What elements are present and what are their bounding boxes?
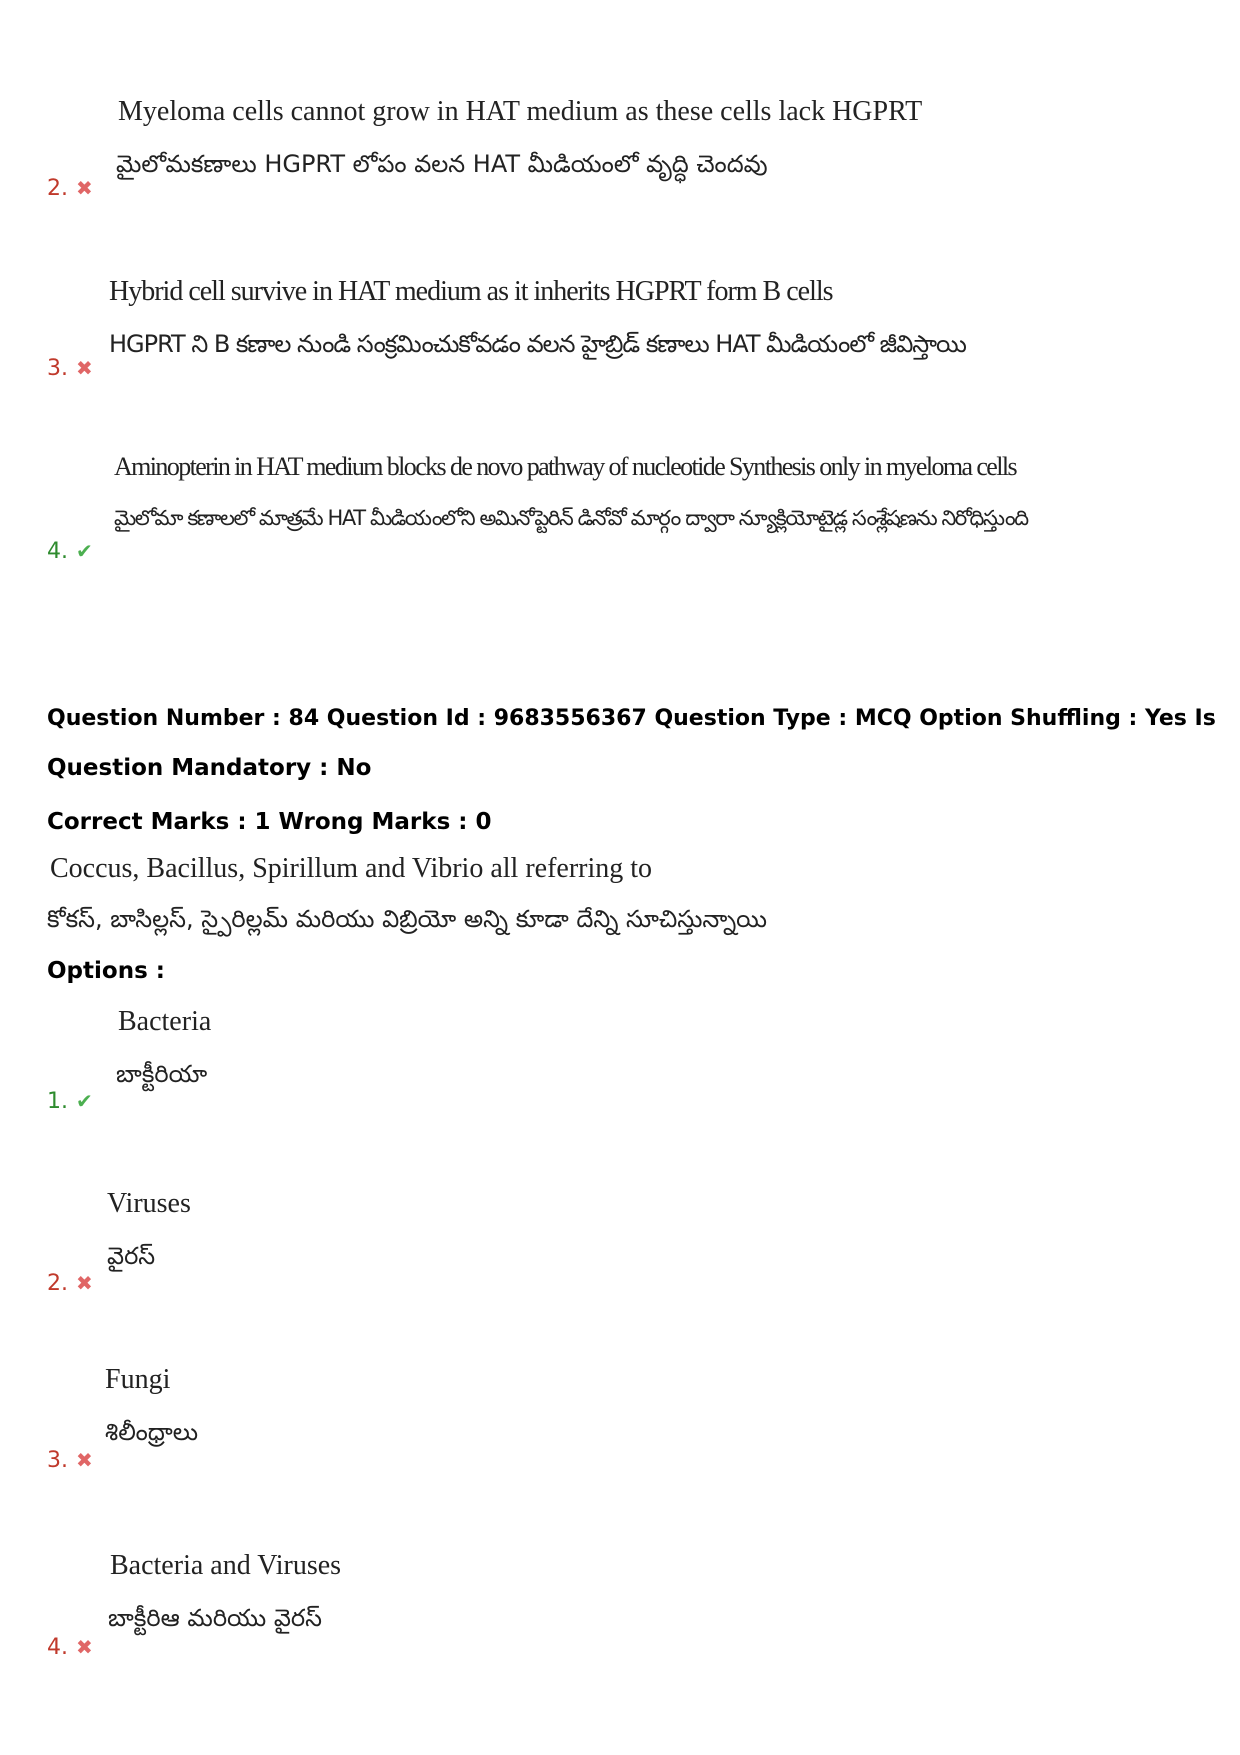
- option-text-en: Fungi: [105, 1364, 171, 1395]
- option-text-te: శిలీంధ్రాలు: [105, 1418, 199, 1446]
- question-text-te: కోకస్, బాసిల్లస్, స్పైరిల్లమ్ మరియు విబ్రియో అన్ని కూడా దేన్ని సూచిస్తున్నాయి: [47, 905, 768, 933]
- check-icon: ✔: [76, 1089, 93, 1113]
- check-icon: ✔: [76, 539, 93, 563]
- cross-icon: ✖: [76, 1448, 93, 1472]
- option-number: 3. ✖: [47, 1448, 93, 1473]
- option-text-te: బాక్టీరియా: [116, 1060, 208, 1088]
- option-text-en: Bacteria and Viruses: [110, 1550, 342, 1581]
- option-text-te: మైలోమా కణాలలో మాత్రమే HAT మీడియంలోని అమినోప్టెరిన్ డినోవో మార్గం ద్వారా న్యూక్లియోటైడ్ల సంశ్లేషణను నిరోధిస్తుంది: [114, 506, 1028, 530]
- option-text-te: బాక్టీరిఆ మరియు వైరస్: [108, 1604, 323, 1632]
- option-number: 4. ✖: [47, 1635, 93, 1660]
- option-text-te: HGPRT ని B కణాల నుండి సంక్రమించుకోవడం వలన హైబ్రిడ్ కణాలు HAT మీడియంలో జీవిస్తాయి: [109, 330, 966, 358]
- option-text-en: Hybrid cell survive in HAT medium as it inherits HGPRT form B cells: [109, 276, 833, 307]
- question-mandatory: Question Mandatory : No: [47, 755, 372, 781]
- question-meta: Question Number : 84 Question Id : 9683556367 Question Type : MCQ Option Shuffling : Yes Is: [47, 706, 1216, 731]
- option-text-en: Viruses: [107, 1188, 191, 1219]
- option-text-en: Bacteria: [118, 1006, 212, 1037]
- option-number: 2. ✖: [47, 1271, 93, 1296]
- cross-icon: ✖: [76, 1635, 93, 1659]
- option-number: 2. ✖: [47, 176, 93, 201]
- cross-icon: ✖: [76, 176, 93, 200]
- question-marks: Correct Marks : 1 Wrong Marks : 0: [47, 809, 492, 835]
- option-text-te: మైలోమకణాలు HGPRT లోపం వలన HAT మీడియంలో వృద్ధి చెందవు: [116, 150, 768, 178]
- option-number: 3. ✖: [47, 356, 93, 381]
- cross-icon: ✖: [76, 1271, 93, 1295]
- cross-icon: ✖: [76, 356, 93, 380]
- option-number: 4. ✔: [47, 539, 93, 564]
- options-label: Options :: [47, 958, 165, 984]
- option-text-en: Aminopterin in HAT medium blocks de novo pathway of nucleotide Synthesis only in myeloma cells: [114, 452, 1016, 481]
- question-text-en: Coccus, Bacillus, Spirillum and Vibrio all referring to: [50, 853, 653, 884]
- option-number: 1. ✔: [47, 1089, 93, 1114]
- option-text-en: Myeloma cells cannot grow in HAT medium as these cells lack HGPRT: [118, 96, 923, 127]
- option-text-te: వైరస్: [107, 1242, 156, 1270]
